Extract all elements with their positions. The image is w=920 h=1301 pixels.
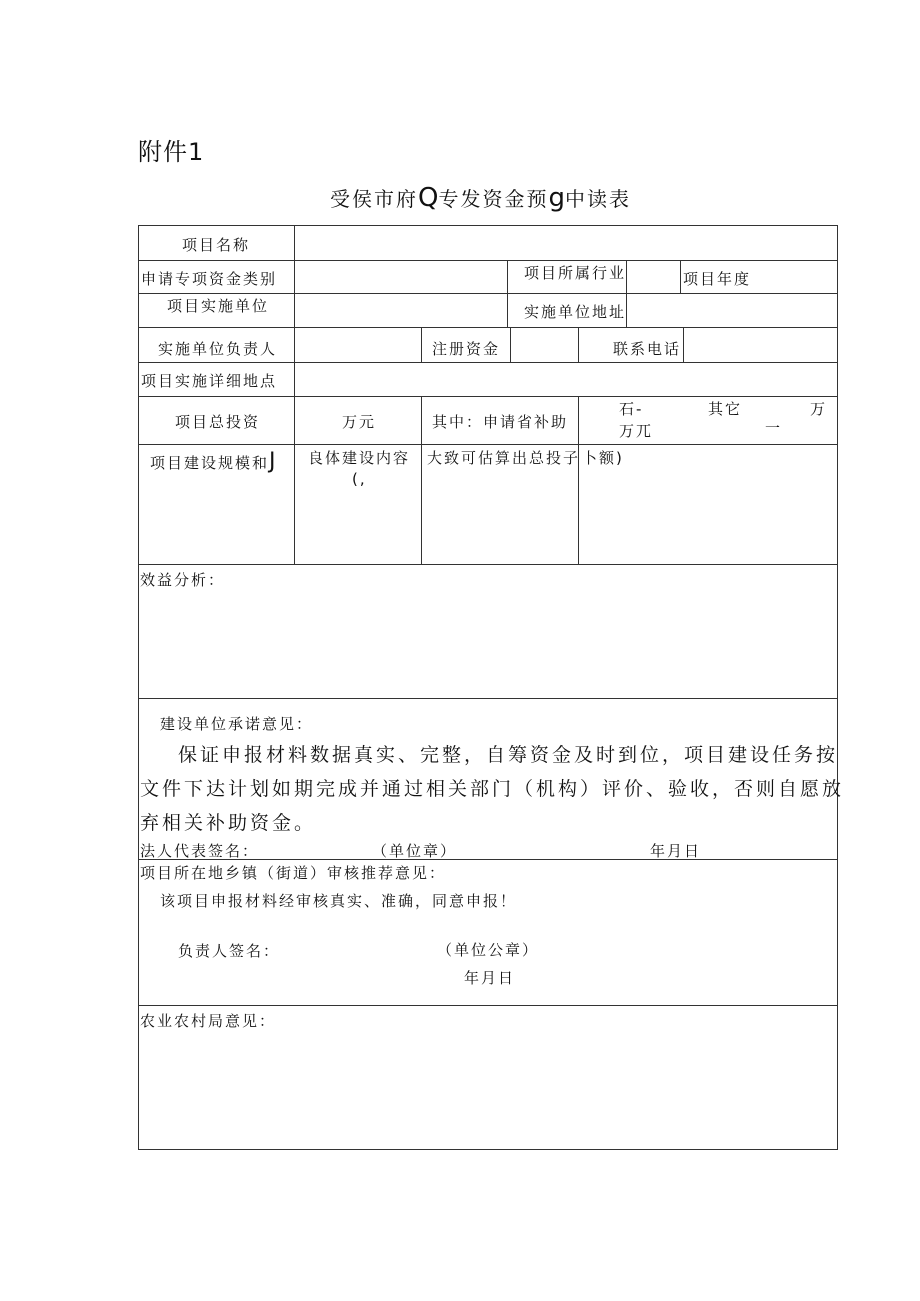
detail-location-field[interactable] <box>296 364 836 394</box>
project-year-label: 项目年度 <box>683 270 752 288</box>
attachment-label: 附件1 <box>138 138 205 166</box>
title-part-4: g <box>548 183 565 213</box>
promise-line-2: 文件下达计划如期完成并通过相关部门（机构）评价、验收，否则自愿放 <box>140 778 845 800</box>
legal-rep-signature: 法人代表签名： <box>140 842 260 860</box>
industry-label: 项目所属行业 <box>524 264 627 282</box>
fund-category-label: 申请专项资金类别 <box>141 270 278 288</box>
grid-line <box>138 327 838 328</box>
town-review-signature: 负责人签名： <box>178 942 281 960</box>
agri-bureau-field[interactable] <box>140 1032 836 1148</box>
grid-line <box>626 260 627 327</box>
unit-seal: （单位章） <box>372 842 458 860</box>
title-part-2: Q <box>418 183 439 213</box>
industry-field[interactable] <box>628 262 678 292</box>
promise-line-1: 保证申报材料数据真实、完整，自筹资金及时到位，项目建设任务按 <box>178 744 839 766</box>
grid-line <box>507 260 508 327</box>
grid-line <box>138 396 838 397</box>
project-year-field[interactable] <box>760 262 836 292</box>
grid-line <box>138 444 838 445</box>
town-review-opinion: 该项目申报材料经审核真实、准确，同意申报！ <box>160 892 518 910</box>
title-part-1: 受侯市府 <box>330 187 418 211</box>
impl-unit-label: 项目实施单位 <box>167 297 270 315</box>
other-fund-part-3: 万 <box>810 400 828 418</box>
title-part-5: 中读表 <box>564 187 631 211</box>
title-part-3: 专发资金预 <box>438 187 549 211</box>
grid-line <box>510 327 511 362</box>
estimate-label: 大致可估算出总投子 <box>427 449 581 467</box>
subsidy-label: 其中：申请省补助 <box>432 413 569 431</box>
grid-line <box>578 396 579 564</box>
detail-location-label: 项目实施详细地点 <box>141 372 278 390</box>
scale-label-text: 项目建设规模和 <box>150 454 270 472</box>
total-investment-label: 项目总投资 <box>175 413 261 431</box>
fund-category-field[interactable] <box>296 262 505 292</box>
other-fund-part-4: 万兀 <box>619 422 654 440</box>
grid-line <box>421 396 422 564</box>
agri-bureau-label: 农业农村局意见： <box>140 1012 277 1030</box>
estimate-tail: 卜额) <box>582 449 624 467</box>
town-review-label: 项目所在地乡镇（街道）审核推荐意见： <box>140 864 447 882</box>
grid-line <box>138 260 838 261</box>
grid-line <box>138 362 838 363</box>
phone-label: 联系电话 <box>613 340 682 358</box>
other-fund-part-1: 石- <box>619 400 644 418</box>
other-fund-part-2: 其它 <box>708 400 743 418</box>
grid-line <box>138 1005 838 1006</box>
town-review-seal: （单位公章） <box>437 941 540 959</box>
total-investment-unit: 万元 <box>342 413 377 431</box>
grid-line <box>138 293 838 294</box>
form-title <box>330 183 631 213</box>
phone-field[interactable] <box>685 329 836 360</box>
promise-label: 建设单位承诺意见： <box>160 715 314 733</box>
grid-line <box>138 698 838 699</box>
grid-line <box>578 327 579 362</box>
grid-line <box>683 327 684 362</box>
promise-line-3: 弃相关补助资金。 <box>140 812 317 834</box>
unit-leader-field[interactable] <box>296 329 419 360</box>
grid-line <box>294 225 295 564</box>
benefit-label: 效益分析： <box>140 571 226 589</box>
content-mark: (, <box>352 470 367 488</box>
unit-address-field[interactable] <box>628 295 836 325</box>
scale-label-mark: J <box>269 449 278 474</box>
grid-line <box>680 260 681 293</box>
registered-capital-label: 注册资金 <box>432 340 501 358</box>
project-name-field[interactable] <box>296 227 836 259</box>
content-label: 良体建设内容 <box>308 449 411 467</box>
registered-capital-field[interactable] <box>512 329 576 360</box>
scale-label <box>150 449 278 474</box>
unit-address-label: 实施单位地址 <box>524 303 627 321</box>
grid-line <box>138 564 838 565</box>
impl-unit-field[interactable] <box>296 295 505 325</box>
other-fund-part-5: 一 <box>765 419 783 437</box>
grid-line <box>421 327 422 362</box>
promise-date: 年月日 <box>650 842 702 860</box>
project-name-label: 项目名称 <box>182 236 251 254</box>
unit-leader-label: 实施单位负责人 <box>158 340 278 358</box>
town-review-date: 年月日 <box>464 969 516 987</box>
benefit-field[interactable] <box>140 592 836 696</box>
